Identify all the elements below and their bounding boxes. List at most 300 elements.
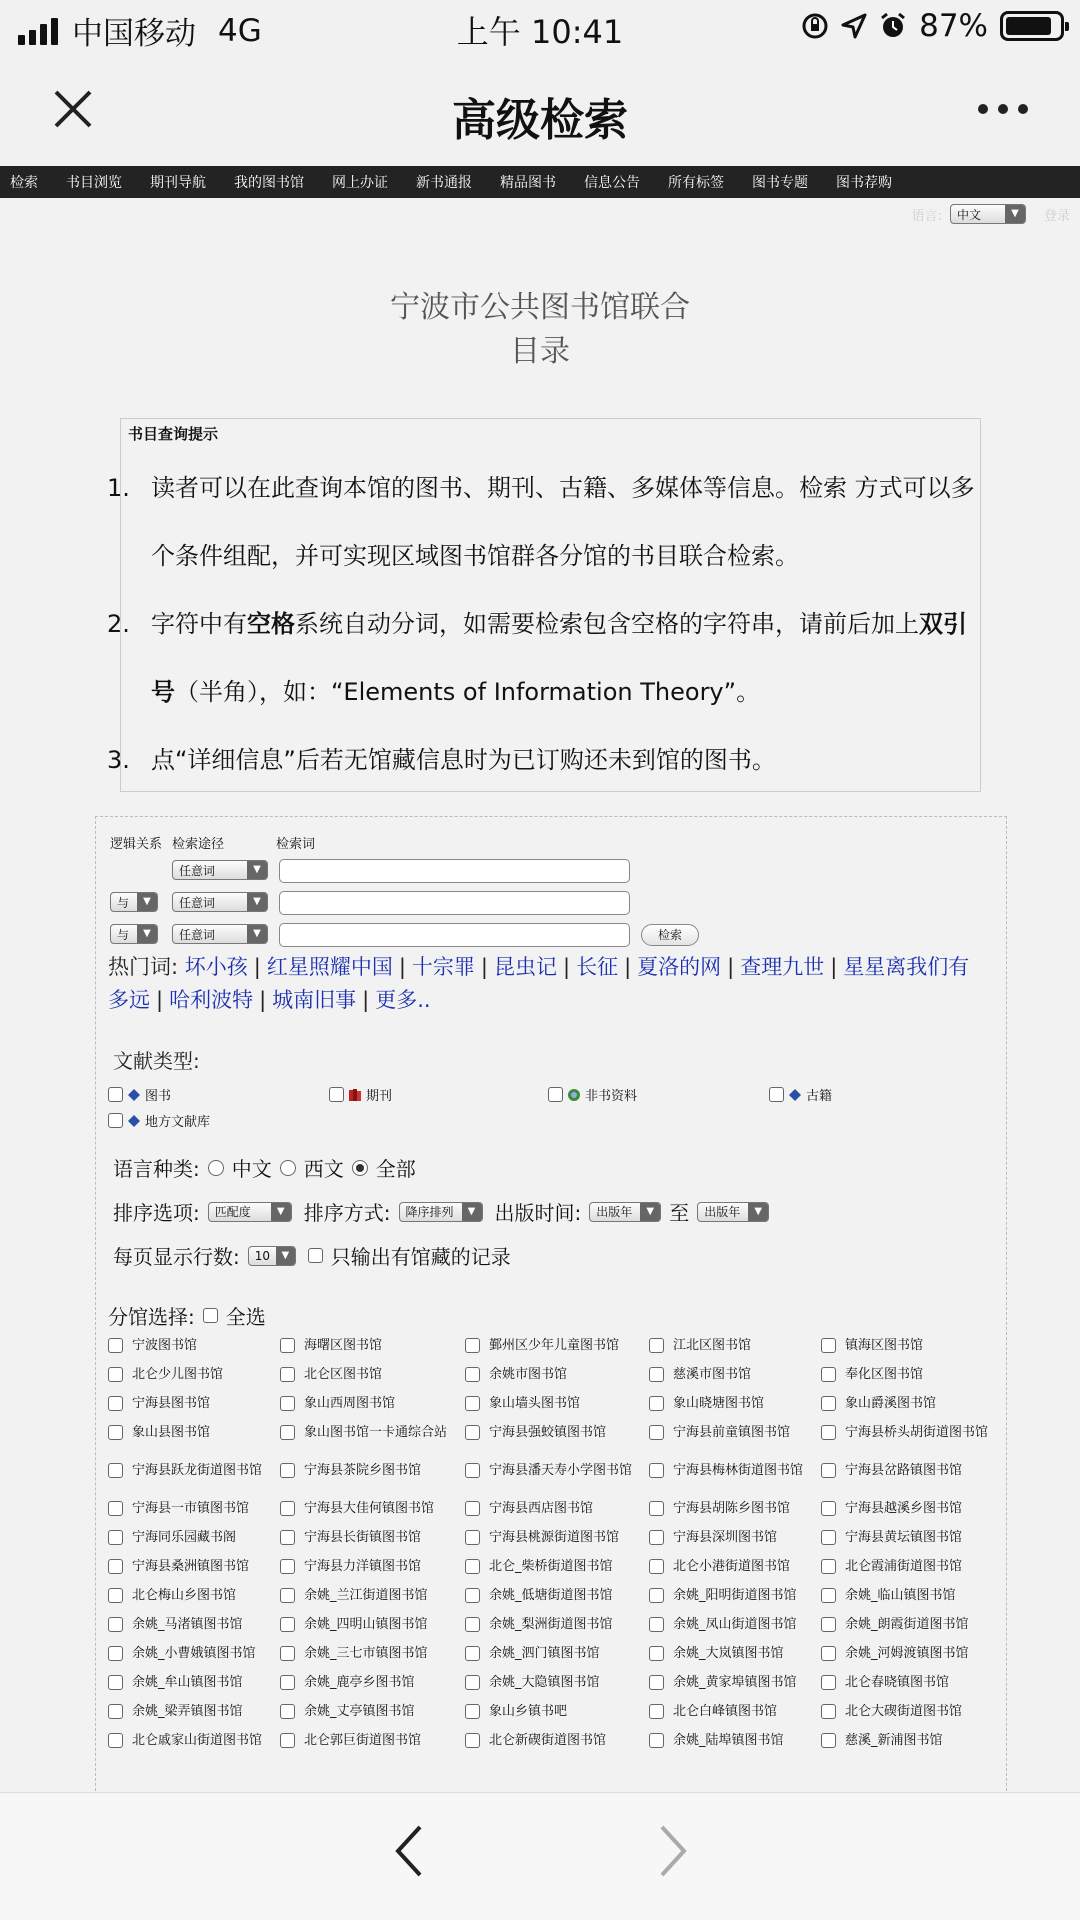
branch-checkbox[interactable]	[108, 1367, 123, 1382]
branch-checkbox[interactable]	[821, 1338, 836, 1353]
status-bar	[0, 0, 1080, 54]
tip-item: 2. 字符中有空格系统自动分词，如需要检索包含空格的字符串，请前后加上双引号（半角），如：“Elements of Information Theory”。	[107, 610, 967, 706]
branch-checkbox[interactable]	[465, 1733, 480, 1748]
doc-type-label: 文献类型:	[113, 1049, 200, 1073]
branch-name: 余姚_鹿亭乡图书馆	[304, 1675, 415, 1690]
branch-option[interactable]	[108, 1558, 278, 1576]
menu-item[interactable]: 检索	[10, 175, 38, 191]
site-menu	[0, 166, 1080, 198]
branch-checkbox[interactable]	[465, 1675, 480, 1690]
sort-method-label: 排序方式:	[303, 1201, 391, 1225]
branch-option[interactable]	[465, 1674, 635, 1692]
logic-column-label: 逻辑关系	[110, 837, 163, 852]
branch-checkbox[interactable]	[108, 1501, 123, 1516]
search-path-select[interactable]: 任意词 ▼	[172, 892, 268, 912]
branch-option[interactable]	[465, 1616, 635, 1634]
branch-checkbox[interactable]	[108, 1425, 123, 1440]
branch-option[interactable]	[465, 1587, 635, 1605]
branch-checkbox[interactable]	[108, 1530, 123, 1545]
branch-name: 余姚_黄家埠镇图书馆	[673, 1675, 797, 1690]
branch-checkbox[interactable]	[280, 1463, 295, 1478]
branch-checkbox[interactable]	[821, 1367, 836, 1382]
branch-name: 鄞州区少年儿童图书馆	[489, 1338, 620, 1353]
branch-checkbox[interactable]	[280, 1646, 295, 1661]
branch-checkbox[interactable]	[465, 1425, 480, 1440]
branch-checkbox[interactable]	[821, 1501, 836, 1516]
sort-option-label: 排序选项:	[113, 1201, 200, 1225]
branch-checkbox[interactable]	[821, 1675, 836, 1690]
branch-option[interactable]	[649, 1529, 819, 1547]
branch-name: 余姚_四明山镇图书馆	[304, 1617, 428, 1632]
branch-name: 北仑戚家山街道图书馆	[132, 1733, 263, 1748]
branch-option[interactable]	[465, 1645, 635, 1663]
tips-title: 书目查询提示	[128, 425, 219, 443]
branch-name: 宁海县深圳图书馆	[673, 1530, 778, 1545]
language-label: 语言:	[911, 208, 942, 224]
branch-option[interactable]	[108, 1674, 278, 1692]
hot-words-label: 热门词:	[108, 955, 179, 979]
branch-option[interactable]	[821, 1616, 1001, 1634]
branch-name: 余姚_河姆渡镇图书馆	[845, 1646, 969, 1661]
page-options	[113, 1241, 511, 1270]
branch-name: 宁波图书馆	[132, 1338, 198, 1353]
language-type-label: 语言种类:	[113, 1157, 200, 1181]
branch-option[interactable]	[821, 1674, 1001, 1692]
branch-option[interactable]	[280, 1703, 450, 1721]
branch-name: 宁海县跃龙街道图书馆	[132, 1463, 263, 1478]
branch-option[interactable]	[649, 1337, 819, 1355]
branch-name: 余姚_陆埠镇图书馆	[673, 1733, 784, 1748]
branch-name: 宁海县越溪乡图书馆	[845, 1501, 963, 1516]
battery-percent: 87%	[919, 8, 988, 44]
catalog-title: 宁波市公共图书馆联合 目录	[390, 290, 690, 369]
branch-checkbox[interactable]	[108, 1646, 123, 1661]
branch-option[interactable]	[649, 1366, 819, 1384]
pub-from-select[interactable]: 出版年 ▼	[589, 1202, 661, 1222]
local-doc-icon	[127, 1114, 141, 1128]
branch-option[interactable]	[821, 1587, 1001, 1605]
holdings-only-checkbox[interactable]	[308, 1248, 323, 1263]
branch-option[interactable]	[821, 1500, 1001, 1518]
branch-name: 象山爵溪图书馆	[845, 1396, 937, 1411]
branch-option[interactable]	[465, 1558, 635, 1576]
search-path-select[interactable]: 任意词 ▼	[172, 924, 268, 944]
branch-label: 分馆选择:	[108, 1305, 195, 1329]
branch-option[interactable]	[821, 1395, 1001, 1413]
branch-checkbox[interactable]	[465, 1646, 480, 1661]
branch-checkbox[interactable]	[108, 1463, 123, 1478]
hot-word-link[interactable]: 城南旧事	[272, 988, 357, 1012]
branch-option[interactable]	[649, 1645, 819, 1663]
branch-option[interactable]	[280, 1732, 450, 1750]
branch-option[interactable]	[649, 1674, 819, 1692]
branch-checkbox[interactable]	[821, 1646, 836, 1661]
branch-option[interactable]	[108, 1587, 278, 1605]
branch-checkbox[interactable]	[465, 1501, 480, 1516]
doc-type-nonbook[interactable]: 非书资料	[548, 1085, 637, 1104]
doc-type-local[interactable]: 地方文献库	[108, 1111, 210, 1130]
branch-select-header	[108, 1301, 266, 1330]
branch-option[interactable]	[108, 1500, 278, 1518]
menu-item[interactable]: 我的图书馆	[234, 175, 304, 191]
branch-checkbox[interactable]	[649, 1588, 664, 1603]
branch-checkbox[interactable]	[821, 1704, 836, 1719]
branch-checkbox[interactable]	[108, 1733, 123, 1748]
branch-option[interactable]	[465, 1462, 635, 1480]
branch-name: 宁海县胡陈乡图书馆	[673, 1501, 791, 1516]
branch-name: 北仑_柴桥街道图书馆	[489, 1559, 613, 1574]
branch-name: 象山西周图书馆	[304, 1396, 396, 1411]
branch-option[interactable]	[108, 1616, 278, 1634]
branch-option[interactable]	[108, 1424, 278, 1442]
to-label: 至	[669, 1201, 690, 1225]
branch-name: 余姚市图书馆	[489, 1367, 568, 1382]
more-icon[interactable]	[978, 104, 1028, 114]
path-column-label: 检索途径	[172, 837, 225, 852]
branch-checkbox[interactable]	[821, 1588, 836, 1603]
pub-to-select[interactable]: 出版年 ▼	[697, 1202, 769, 1222]
logic-select[interactable]: 与 ▼	[110, 924, 158, 944]
branch-option[interactable]	[280, 1424, 450, 1442]
branch-checkbox[interactable]	[108, 1588, 123, 1603]
branch-checkbox[interactable]	[649, 1463, 664, 1478]
branch-name: 宁海县茶院乡图书馆	[304, 1463, 422, 1478]
location-icon	[841, 13, 867, 39]
branch-name: 宁海县力洋镇图书馆	[304, 1559, 422, 1574]
branch-option[interactable]	[649, 1558, 819, 1576]
branch-checkbox[interactable]	[649, 1704, 664, 1719]
branch-option[interactable]	[280, 1529, 450, 1547]
branch-checkbox[interactable]	[821, 1530, 836, 1545]
branch-checkbox[interactable]	[465, 1704, 480, 1719]
branch-name: 余姚_临山镇图书馆	[845, 1588, 956, 1603]
branch-checkbox[interactable]	[465, 1617, 480, 1632]
branch-name: 北仑小港街道图书馆	[673, 1559, 791, 1574]
branch-option[interactable]	[649, 1732, 819, 1750]
select-all-checkbox[interactable]	[203, 1308, 218, 1323]
branch-checkbox[interactable]	[280, 1425, 295, 1440]
branch-checkbox[interactable]	[280, 1559, 295, 1574]
branch-option[interactable]	[108, 1337, 278, 1355]
branch-checkbox[interactable]	[465, 1530, 480, 1545]
menu-item[interactable]: 期刊导航	[150, 175, 206, 191]
branch-option[interactable]	[465, 1366, 635, 1384]
search-tips	[107, 418, 981, 792]
menu-item[interactable]: 图书专题	[752, 175, 808, 191]
branch-name: 余姚_凤山街道图书馆	[673, 1617, 797, 1632]
branch-option[interactable]	[280, 1645, 450, 1663]
branch-name: 宁海县潘天寿小学图书馆	[489, 1463, 633, 1478]
branch-option[interactable]	[649, 1424, 819, 1442]
branch-name: 江北区图书馆	[673, 1338, 752, 1353]
branch-checkbox[interactable]	[280, 1675, 295, 1690]
branch-name: 慈溪市图书馆	[673, 1367, 752, 1382]
branch-option[interactable]	[108, 1395, 278, 1413]
word-column-label: 检索词	[276, 837, 316, 852]
sort-method-select[interactable]: 降序排列 ▼	[399, 1202, 483, 1222]
branch-name: 宁海县大佳何镇图书馆	[304, 1501, 435, 1516]
doc-type-book[interactable]: 图书	[108, 1085, 171, 1104]
menu-item[interactable]: 图书荐购	[836, 175, 892, 191]
menu-item[interactable]: 网上办证	[332, 175, 388, 191]
book-icon	[127, 1088, 141, 1102]
battery-icon	[1000, 11, 1064, 41]
logic-select[interactable]: 与 ▼	[110, 892, 158, 912]
branch-option[interactable]	[465, 1424, 635, 1442]
menu-item[interactable]: 所有标签	[668, 175, 724, 191]
branch-name: 北仑区图书馆	[304, 1367, 383, 1382]
branch-option[interactable]	[108, 1732, 278, 1750]
branch-checkbox[interactable]	[280, 1367, 295, 1382]
hot-word-link[interactable]: 夏洛的网	[637, 955, 722, 979]
branch-option[interactable]	[649, 1395, 819, 1413]
branch-option[interactable]	[280, 1500, 450, 1518]
branch-checkbox[interactable]	[280, 1704, 295, 1719]
branch-option[interactable]	[821, 1558, 1001, 1576]
menu-item[interactable]: 精品图书	[500, 175, 556, 191]
branch-name: 北仑新碶街道图书馆	[489, 1733, 607, 1748]
hot-word-link[interactable]: 昆虫记	[494, 955, 557, 979]
sort-option-select[interactable]: 匹配度 ▼	[208, 1202, 292, 1222]
branch-checkbox[interactable]	[280, 1588, 295, 1603]
branch-name: 象山图书馆一卡通综合站	[304, 1425, 448, 1440]
branch-name: 余姚_牟山镇图书馆	[132, 1675, 243, 1690]
branch-name: 余姚_大隐镇图书馆	[489, 1675, 600, 1690]
rows-per-page-label: 每页显示行数:	[113, 1245, 240, 1269]
branch-name: 余姚_马渚镇图书馆	[132, 1617, 243, 1632]
branch-checkbox[interactable]	[821, 1425, 836, 1440]
holdings-only-label: 只输出有馆藏的记录	[330, 1245, 511, 1269]
branch-name: 北仑白峰镇图书馆	[673, 1704, 778, 1719]
branch-name: 象山县图书馆	[132, 1425, 211, 1440]
branch-option[interactable]	[280, 1616, 450, 1634]
branch-checkbox[interactable]	[649, 1530, 664, 1545]
menu-item[interactable]: 新书通报	[416, 175, 472, 191]
branch-checkbox[interactable]	[280, 1617, 295, 1632]
branch-checkbox[interactable]	[821, 1396, 836, 1411]
branch-option[interactable]	[280, 1558, 450, 1576]
branch-name: 余姚_三七市镇图书馆	[304, 1646, 428, 1661]
hot-word-link[interactable]: 十宗罪	[411, 955, 475, 979]
branch-option[interactable]	[821, 1366, 1001, 1384]
sort-options	[113, 1197, 769, 1226]
branch-name: 宁海县强蛟镇图书馆	[489, 1425, 607, 1440]
branch-option[interactable]	[108, 1703, 278, 1721]
branch-option[interactable]	[280, 1674, 450, 1692]
branch-checkbox[interactable]	[821, 1733, 836, 1748]
branch-checkbox[interactable]	[108, 1617, 123, 1632]
branch-option[interactable]	[649, 1703, 819, 1721]
branch-name: 北仑梅山乡图书馆	[132, 1588, 237, 1603]
branch-checkbox[interactable]	[649, 1559, 664, 1574]
branch-option[interactable]	[280, 1337, 450, 1355]
branch-name: 奉化区图书馆	[845, 1367, 924, 1382]
hot-word-link[interactable]: 查理九世	[740, 955, 825, 979]
branch-checkbox[interactable]	[465, 1559, 480, 1574]
branch-option[interactable]	[821, 1462, 1001, 1480]
branch-option[interactable]	[280, 1366, 450, 1384]
rows-per-page-select[interactable]: 10 ▼	[248, 1246, 296, 1266]
forward-arrow-icon[interactable]	[652, 1821, 692, 1881]
branch-name: 镇海区图书馆	[845, 1338, 924, 1353]
branch-option[interactable]	[821, 1645, 1001, 1663]
branch-option[interactable]	[108, 1645, 278, 1663]
branch-checkbox[interactable]	[280, 1396, 295, 1411]
branch-option[interactable]	[649, 1500, 819, 1518]
branch-checkbox[interactable]	[280, 1338, 295, 1353]
branch-checkbox[interactable]	[108, 1675, 123, 1690]
branch-option[interactable]	[465, 1529, 635, 1547]
branch-name: 宁海县一市镇图书馆	[132, 1501, 250, 1516]
branch-option[interactable]	[108, 1366, 278, 1384]
branch-name: 象山乡镇书吧	[489, 1704, 568, 1719]
back-arrow-icon[interactable]	[390, 1821, 430, 1881]
branch-name: 北仑大碶街道图书馆	[845, 1704, 963, 1719]
branch-option[interactable]	[821, 1703, 1001, 1721]
branch-checkbox[interactable]	[108, 1396, 123, 1411]
branch-name: 象山墙头图书馆	[489, 1396, 581, 1411]
branch-name: 余姚_泗门镇图书馆	[489, 1646, 600, 1661]
hot-word-link[interactable]: 坏小孩	[184, 955, 248, 979]
branch-checkbox[interactable]	[280, 1733, 295, 1748]
network-type: 4G	[218, 12, 262, 49]
branch-name: 宁海县前童镇图书馆	[673, 1425, 791, 1440]
branch-option[interactable]	[649, 1462, 819, 1480]
branch-option[interactable]	[821, 1337, 1001, 1355]
branch-option[interactable]	[108, 1462, 278, 1480]
branch-option[interactable]	[821, 1529, 1001, 1547]
carrier-name: 中国移动	[72, 16, 196, 52]
branch-name: 象山晓塘图书馆	[673, 1396, 765, 1411]
search-term-input[interactable]	[279, 891, 630, 915]
menu-item[interactable]: 信息公告	[584, 175, 640, 191]
tip-item: 3. 点“详细信息”后若无馆藏信息时为已订购还未到馆的图书。	[107, 746, 776, 774]
select-all-label: 全选	[225, 1305, 266, 1329]
web-content	[0, 166, 1080, 1792]
alarm-icon	[879, 12, 907, 40]
branch-option[interactable]	[821, 1424, 1001, 1442]
branch-name: 宁海县桃源街道图书馆	[489, 1530, 620, 1545]
branch-checkbox[interactable]	[108, 1338, 123, 1353]
tip-item: 1. 读者可以在此查询本馆的图书、期刊、古籍、多媒体等信息。检索 方式可以多个条件组配，并可实现区域图书馆群各分馆的书目联合检索。	[107, 474, 975, 570]
branch-option[interactable]	[821, 1732, 1001, 1750]
branch-checkbox[interactable]	[649, 1338, 664, 1353]
doc-type-ancient[interactable]: 古籍	[769, 1085, 832, 1104]
branch-checkbox[interactable]	[108, 1704, 123, 1719]
branch-name: 慈溪_新浦图书馆	[845, 1733, 943, 1748]
lang-radio-zh[interactable]	[208, 1160, 224, 1176]
language-select[interactable]: 中文 ▼	[950, 204, 1026, 224]
branch-option[interactable]	[465, 1337, 635, 1355]
branch-name: 余姚_低塘街道图书馆	[489, 1588, 613, 1603]
branch-option[interactable]	[108, 1529, 278, 1547]
language-switcher	[912, 204, 1070, 224]
search-path-select[interactable]: 任意词 ▼	[172, 860, 268, 880]
status-time: 上午 10:41	[456, 13, 624, 51]
lang-radio-all[interactable]	[352, 1160, 368, 1176]
branch-option[interactable]	[465, 1395, 635, 1413]
lang-radio-west[interactable]	[280, 1160, 296, 1176]
login-link[interactable]: 登录	[1043, 208, 1070, 224]
branch-name: 北仑霞浦街道图书馆	[845, 1559, 963, 1574]
branch-name: 宁海县岔路镇图书馆	[845, 1463, 963, 1478]
branch-option[interactable]	[280, 1462, 450, 1480]
branch-checkbox[interactable]	[821, 1463, 836, 1478]
branch-checkbox[interactable]	[649, 1396, 664, 1411]
branch-name: 余姚_兰江街道图书馆	[304, 1588, 428, 1603]
branch-checkbox[interactable]	[649, 1501, 664, 1516]
branch-checkbox[interactable]	[465, 1463, 480, 1478]
branch-checkbox[interactable]	[649, 1675, 664, 1690]
ancient-book-icon	[788, 1088, 802, 1102]
branch-name: 余姚_梁弄镇图书馆	[132, 1704, 243, 1719]
search-term-input[interactable]	[279, 859, 630, 883]
pub-time-label: 出版时间:	[494, 1201, 582, 1225]
branch-option[interactable]	[280, 1587, 450, 1605]
search-button[interactable]: 检索	[641, 924, 699, 946]
branch-checkbox[interactable]	[649, 1425, 664, 1440]
journal-icon	[348, 1088, 362, 1102]
branch-checkbox[interactable]	[465, 1338, 480, 1353]
branch-checkbox[interactable]	[280, 1501, 295, 1516]
branch-checkbox[interactable]	[821, 1617, 836, 1632]
branch-option[interactable]	[649, 1587, 819, 1605]
branch-checkbox[interactable]	[649, 1367, 664, 1382]
branch-name: 海曙区图书馆	[304, 1338, 383, 1353]
branch-name: 宁海县梅林街道图书馆	[673, 1463, 804, 1478]
page-title: 高级检索	[452, 95, 628, 146]
branch-checkbox[interactable]	[280, 1530, 295, 1545]
branch-checkbox[interactable]	[465, 1588, 480, 1603]
hot-words: 热门词: 坏小孩 | 红星照耀中国 | 十宗罪 | 昆虫记 | 长征 | 夏洛的网 | 查理九世 | 星星离我们有多远 | 哈利波特 | 城南旧事 | 更多..	[108, 955, 970, 1012]
branch-name: 余姚_阳明街道图书馆	[673, 1588, 797, 1603]
branch-name: 余姚_小曹娥镇图书馆	[132, 1646, 256, 1661]
branch-checkbox[interactable]	[649, 1646, 664, 1661]
branch-option[interactable]	[465, 1732, 635, 1750]
menu-item[interactable]: 书目浏览	[66, 175, 122, 191]
branch-name: 余姚_朗霞街道图书馆	[845, 1617, 969, 1632]
hot-word-link[interactable]: 红星照耀中国	[266, 955, 393, 979]
hot-word-link[interactable]: 长征	[576, 955, 619, 979]
branch-name: 余姚_梨洲街道图书馆	[489, 1617, 613, 1632]
branch-checkbox[interactable]	[465, 1367, 480, 1382]
nonbook-icon	[567, 1088, 581, 1102]
branch-name: 宁海县黄坛镇图书馆	[845, 1530, 963, 1545]
branch-checkbox[interactable]	[649, 1617, 664, 1632]
doc-type-journal[interactable]: 期刊	[329, 1085, 392, 1104]
hot-word-link[interactable]: 哈利波特	[169, 988, 254, 1012]
branch-checkbox[interactable]	[465, 1396, 480, 1411]
top-nav	[0, 54, 1080, 166]
branch-option[interactable]	[649, 1616, 819, 1634]
branch-name: 北仑少儿图书馆	[132, 1367, 224, 1382]
branch-name: 余姚_大岚镇图书馆	[673, 1646, 784, 1661]
branch-option[interactable]	[465, 1703, 635, 1721]
branch-name: 宁海县长街镇图书馆	[304, 1530, 422, 1545]
branch-checkbox[interactable]	[821, 1559, 836, 1574]
branch-option[interactable]	[280, 1395, 450, 1413]
branch-option[interactable]	[465, 1500, 635, 1518]
branch-name: 宁海县桥头胡街道图书馆	[845, 1425, 989, 1440]
branch-checkbox[interactable]	[649, 1733, 664, 1748]
branch-name: 宁海县西店图书馆	[489, 1501, 594, 1516]
branch-name: 北仑郭巨街道图书馆	[304, 1733, 422, 1748]
branch-name: 宁海县图书馆	[132, 1396, 211, 1411]
branch-checkbox[interactable]	[108, 1559, 123, 1574]
hot-word-link[interactable]: 星星离我们有多远	[108, 955, 970, 1012]
hot-word-link[interactable]: 更多..	[375, 988, 431, 1012]
search-term-input[interactable]	[279, 923, 630, 947]
